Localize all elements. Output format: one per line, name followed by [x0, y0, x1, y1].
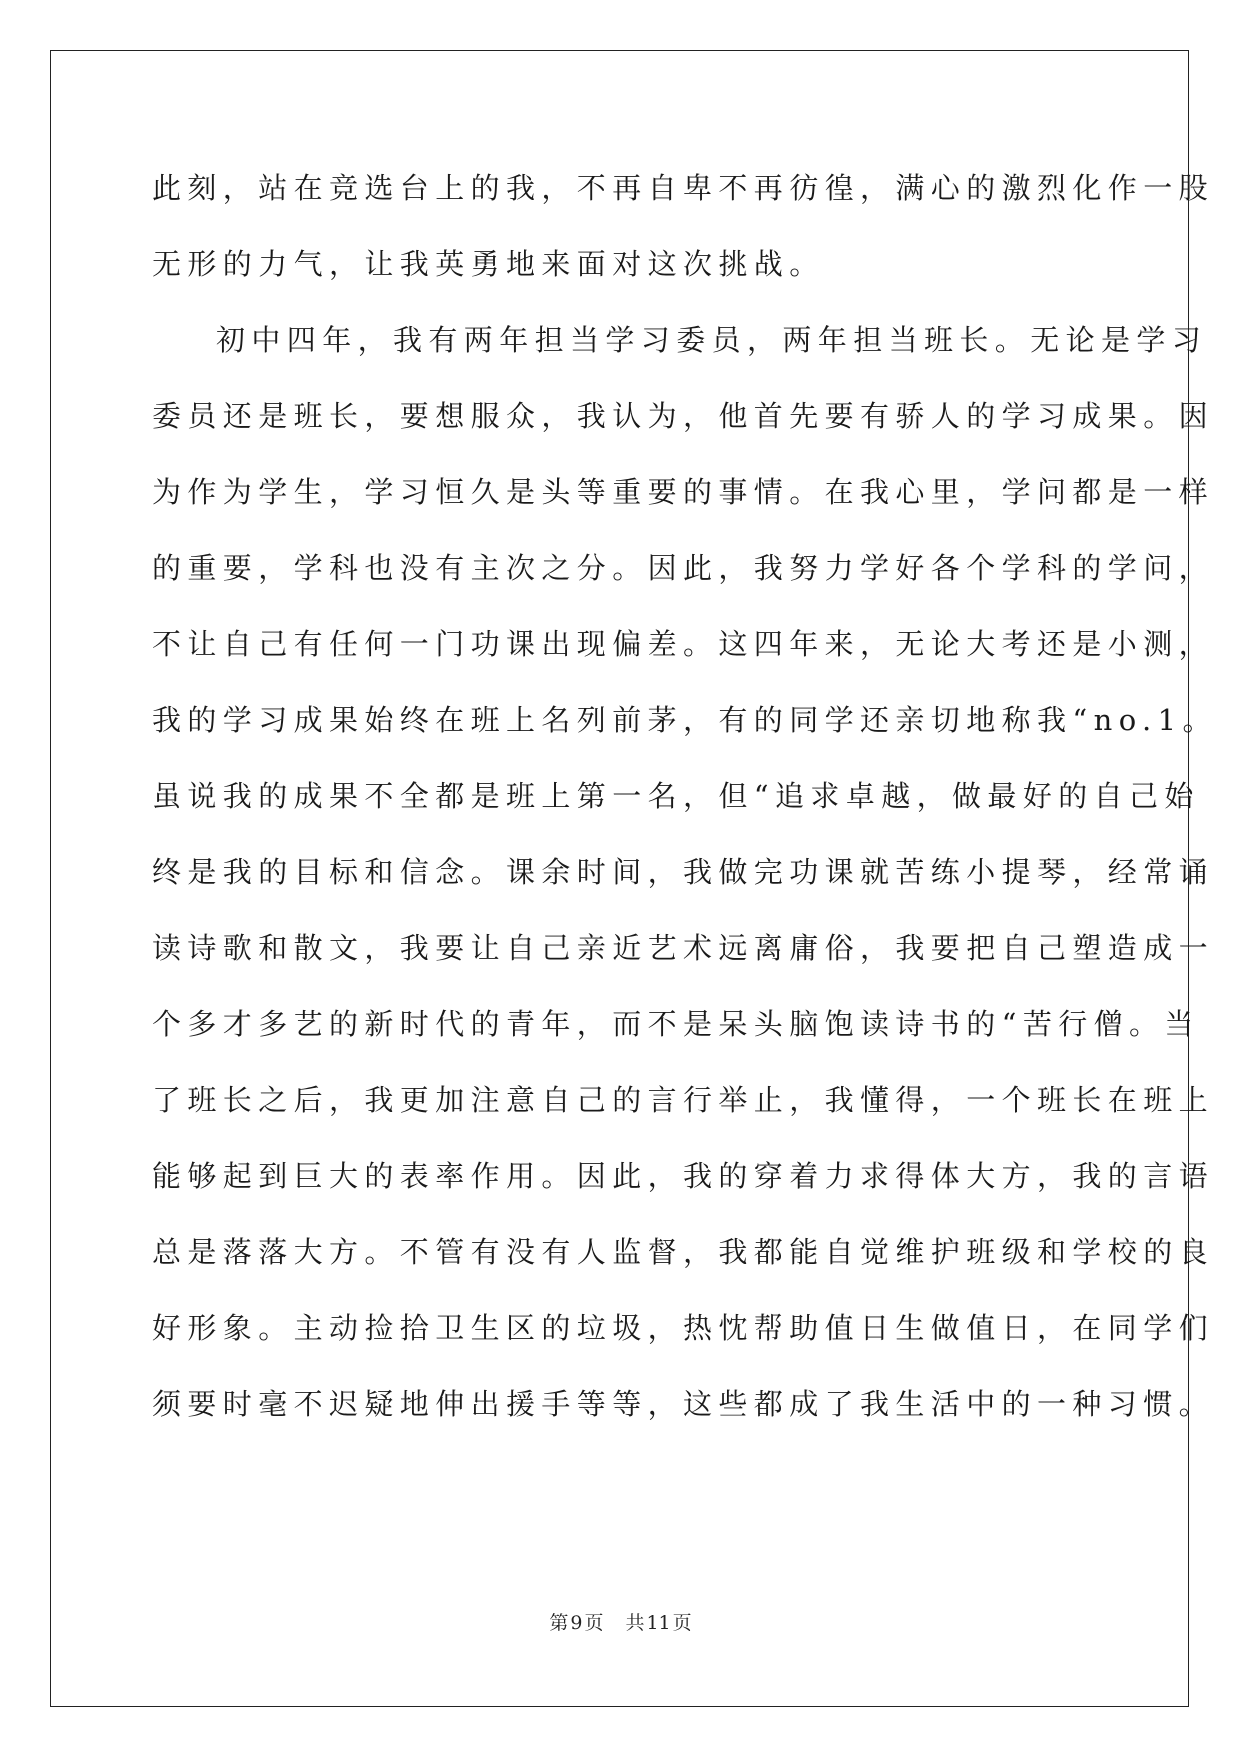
- text-line: 不让自己有任何一门功课出现偏差。这四年来，无论大考还是小测，: [152, 627, 1215, 661]
- page-prefix: 第: [549, 1612, 569, 1634]
- text-line: 为作为学生，学习恒久是头等重要的事情。在我心里，学问都是一样: [152, 475, 1215, 509]
- text-line: 终是我的目标和信念。课余时间，我做完功课就苦练小提琴，经常诵: [152, 855, 1215, 889]
- text-line: 须要时毫不迟疑地伸出援手等等，这些都成了我生活中的一种习惯。: [152, 1387, 1215, 1421]
- text-line: 无形的力气，让我英勇地来面对这次挑战。: [152, 247, 825, 281]
- text-line: 委员还是班长，要想服众，我认为，他首先要有骄人的学习成果。因: [152, 399, 1215, 433]
- text-line: 虽说我的成果不全都是班上第一名，但“追求卓越，做最好的自己始: [152, 779, 1200, 813]
- text-line: 了班长之后，我更加注意自己的言行举止，我懂得，一个班长在班上: [152, 1083, 1215, 1117]
- page-total: [625, 1612, 691, 1634]
- body-text: [152, 165, 1218, 1457]
- paragraph-first-line: 初中四年，我有两年担当学习委员，两年担当班长。无论是学习: [216, 323, 1208, 357]
- text-line: 总是落落大方。不管有没有人监督，我都能自觉维护班级和学校的良: [152, 1235, 1215, 1269]
- text-line: 读诗歌和散文，我要让自己亲近艺术远离庸俗，我要把自己塑造成一: [152, 931, 1215, 965]
- text-line: 好形象。主动捡拾卫生区的垃圾，热忱帮助值日生做值日，在同学们: [152, 1311, 1215, 1345]
- text-line: 的重要，学科也没有主次之分。因此，我努力学好各个学科的学问，: [152, 551, 1215, 585]
- text-line: 此刻，站在竞选台上的我，不再自卑不再彷徨，满心的激烈化作一股: [152, 171, 1215, 205]
- text-line: 我的学习成果始终在班上名列前茅，有的同学还亲切地称我“no.1。: [152, 703, 1218, 737]
- page-number: [549, 1612, 603, 1634]
- text-line: 能够起到巨大的表率作用。因此，我的穿着力求得体大方，我的言语: [152, 1159, 1215, 1193]
- current-page-number: 9: [570, 1612, 583, 1634]
- text-line: 个多才多艺的新时代的青年，而不是呆头脑饱读诗书的“苦行僧。当: [152, 1007, 1200, 1041]
- page-suffix: 页: [584, 1612, 604, 1634]
- page-footer: [0, 1611, 1241, 1635]
- total-suffix: 页: [672, 1612, 692, 1634]
- total-page-number: 11: [646, 1612, 671, 1634]
- total-prefix: 共: [625, 1612, 645, 1634]
